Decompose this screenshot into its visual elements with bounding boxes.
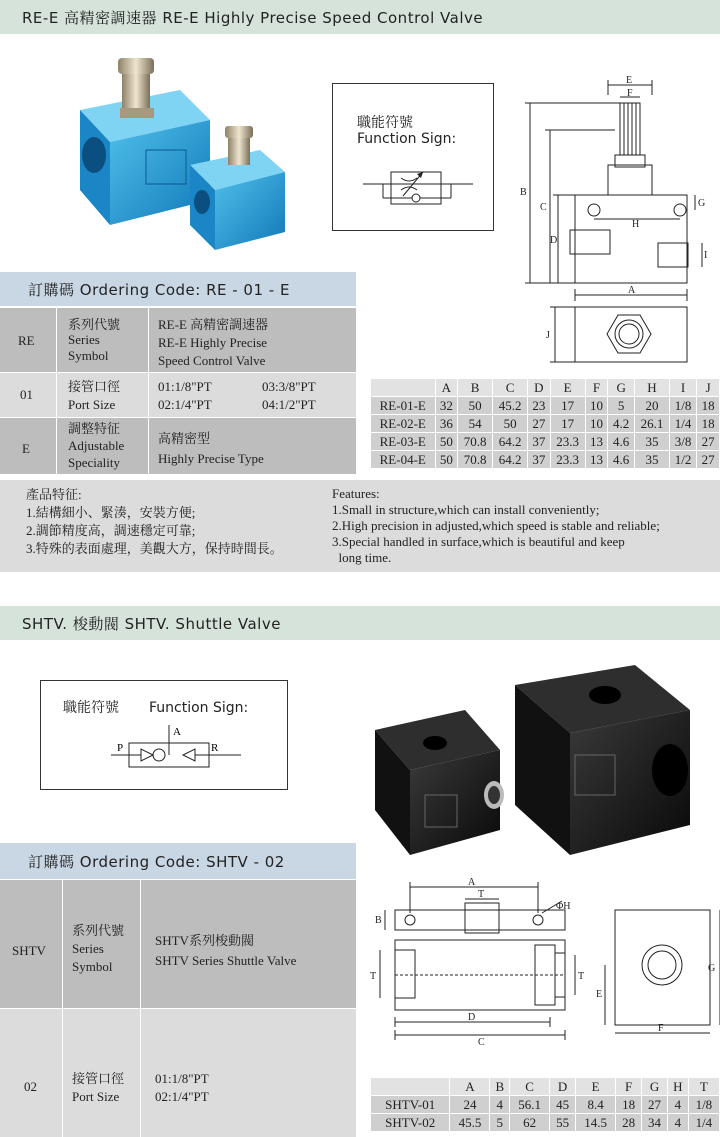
sign-label-r: R xyxy=(211,742,219,754)
table-cell: 50 xyxy=(493,415,528,433)
table-row xyxy=(371,1114,720,1132)
table-cell: A xyxy=(450,1078,490,1096)
table-cell: C xyxy=(510,1078,550,1096)
table-cell: 50 xyxy=(435,433,458,451)
re-label-series-en1: Series xyxy=(68,332,100,347)
table-cell: 4 xyxy=(668,1096,689,1114)
flow-control-symbol xyxy=(363,164,473,214)
table-cell: 62 xyxy=(510,1114,550,1132)
table-cell: 45 xyxy=(550,1096,576,1114)
table-cell: 34 xyxy=(642,1114,668,1132)
table-cell: 4.2 xyxy=(608,415,635,433)
shtv-label-port-en: Port Size xyxy=(72,1089,120,1104)
shtv-spec-table xyxy=(370,1077,720,1132)
table-cell: H xyxy=(635,379,670,397)
sign-label-p: P xyxy=(117,742,124,754)
table-row xyxy=(371,433,720,451)
re-function-sign-en: Function Sign: xyxy=(357,131,457,147)
table-cell: I xyxy=(669,379,696,397)
table-cell: D xyxy=(550,1078,576,1096)
table-cell: B xyxy=(458,379,493,397)
re-port-value-1: 01:1/8"PT xyxy=(158,379,212,394)
dim-f: F xyxy=(627,88,633,99)
shtv-dim-b: B xyxy=(375,915,382,926)
table-row xyxy=(371,415,720,433)
shtv-dim-a: A xyxy=(468,877,476,888)
table-cell: 1/8 xyxy=(669,397,696,415)
re-adjust-value-1: 高精密型 xyxy=(158,431,211,446)
shtv-technical-drawing xyxy=(370,875,720,1045)
table-cell: E xyxy=(550,379,585,397)
re-features-en-4: long time. xyxy=(332,550,392,565)
dim-a: A xyxy=(628,285,636,296)
table-cell: 27 xyxy=(528,415,551,433)
shtv-dim-t-right: T xyxy=(578,971,585,982)
table-cell: 23.3 xyxy=(550,451,585,469)
table-cell: H xyxy=(668,1078,689,1096)
table-cell: A xyxy=(435,379,458,397)
shtv-dim-e: E xyxy=(596,989,603,1000)
re-features-cn-title: 產品特征: xyxy=(26,487,82,502)
re-features-en-1: 1.Small in structure,which can install conveniently; xyxy=(332,502,600,517)
table-cell: 3/8 xyxy=(669,433,696,451)
table-cell: 10 xyxy=(585,415,608,433)
table-cell: D xyxy=(528,379,551,397)
table-cell: 18 xyxy=(616,1096,642,1114)
table-cell: 14.5 xyxy=(576,1114,616,1132)
re-port-value-3: 03:3/8"PT xyxy=(262,379,316,394)
shtv-code-series: SHTV xyxy=(12,943,46,958)
shtv-dim-g: G xyxy=(708,963,716,974)
table-cell: 20 xyxy=(635,397,670,415)
table-cell: 70.8 xyxy=(458,433,493,451)
shtv-ordering-code-bar xyxy=(0,843,356,879)
re-label-series-en2: Symbol xyxy=(68,348,109,363)
re-features-cn-1: 1.結構細小、緊湊，安裝方便; xyxy=(26,505,196,520)
re-code-port: 01 xyxy=(20,387,33,402)
re-features-cn-2: 2.調節精度高，調速穩定可靠; xyxy=(26,523,196,538)
table-cell: 24 xyxy=(450,1096,490,1114)
table-row xyxy=(371,397,720,415)
table-cell: G xyxy=(608,379,635,397)
dim-b: B xyxy=(520,187,527,198)
re-code-adjust: E xyxy=(22,441,30,456)
table-cell: C xyxy=(493,379,528,397)
table-cell: 27 xyxy=(642,1096,668,1114)
table-cell: 18 xyxy=(697,397,720,415)
table-cell: RE-01-E xyxy=(371,397,436,415)
re-spec-table xyxy=(370,378,720,469)
table-cell: 50 xyxy=(435,451,458,469)
re-function-sign-cn: 職能符號 xyxy=(357,115,413,131)
shtv-series-value-2: SHTV Series Shuttle Valve xyxy=(155,953,297,968)
re-technical-drawing xyxy=(510,75,720,375)
re-label-adjust-cn: 調整特征 xyxy=(68,421,121,436)
re-header-text: RE-E 高精密調速器 RE-E Highly Precise Speed Control Valve xyxy=(22,8,484,27)
table-cell: 1/2 xyxy=(669,451,696,469)
re-features-en-3: 3.Special handled in surface,which is beautiful and keep xyxy=(332,534,625,549)
table-cell: 4 xyxy=(668,1114,689,1132)
table-cell: E xyxy=(576,1078,616,1096)
dim-h: H xyxy=(632,219,640,230)
shtv-dim-c: C xyxy=(478,1037,485,1045)
shtv-product-photo xyxy=(370,655,700,865)
table-cell: 50 xyxy=(458,397,493,415)
table-cell xyxy=(371,379,436,397)
table-cell: 37 xyxy=(528,433,551,451)
shtv-port-value-1: 01:1/8"PT xyxy=(155,1071,209,1086)
table-cell: J xyxy=(697,379,720,397)
shtv-header-text: SHTV. 梭動閥 SHTV. Shuttle Valve xyxy=(22,614,281,633)
table-cell: 37 xyxy=(528,451,551,469)
table-cell: SHTV-01 xyxy=(371,1096,450,1114)
table-cell: RE-02-E xyxy=(371,415,436,433)
shtv-dim-f: F xyxy=(658,1023,664,1034)
table-cell: 4 xyxy=(490,1096,510,1114)
dim-i: I xyxy=(704,250,708,261)
shtv-dim-h: ΦH xyxy=(556,901,571,912)
shtv-series-value-1: SHTV系列梭動閥 xyxy=(155,933,254,948)
re-ordering-code-bar xyxy=(0,272,356,306)
shtv-function-sign-cn: 職能符號 xyxy=(63,700,119,716)
table-cell: 17 xyxy=(550,415,585,433)
re-code-series: RE xyxy=(18,333,35,348)
table-row xyxy=(371,1096,720,1114)
dim-g: G xyxy=(698,198,706,209)
shtv-label-series-en2: Symbol xyxy=(72,959,113,974)
table-cell: 1/8 xyxy=(688,1096,719,1114)
table-cell: 54 xyxy=(458,415,493,433)
shuttle-valve-symbol xyxy=(111,725,241,775)
shtv-dim-t-top: T xyxy=(478,889,485,900)
re-series-value-1: RE-E 高精密調速器 xyxy=(158,317,269,332)
sign-label-a: A xyxy=(173,726,181,738)
shtv-label-series-en1: Series xyxy=(72,941,104,956)
re-port-value-4: 04:1/2"PT xyxy=(262,397,316,412)
table-cell: 5 xyxy=(608,397,635,415)
table-cell: 70.8 xyxy=(458,451,493,469)
table-cell: 23 xyxy=(528,397,551,415)
re-series-value-2: RE-E Highly Precise xyxy=(158,335,268,350)
shtv-label-series-cn: 系列代號 xyxy=(72,923,125,938)
re-label-series-cn: 系列代號 xyxy=(68,317,121,332)
table-row xyxy=(371,451,720,469)
re-port-value-2: 02:1/4"PT xyxy=(158,397,212,412)
re-function-sign-box xyxy=(332,83,494,231)
table-cell: 13 xyxy=(585,433,608,451)
table-cell: 5 xyxy=(490,1114,510,1132)
dim-c: C xyxy=(540,202,547,213)
re-label-adjust-en1: Adjustable xyxy=(68,438,125,453)
re-series-value-3: Speed Control Valve xyxy=(158,353,266,368)
shtv-dim-t-left: T xyxy=(370,971,377,982)
table-cell: 45.2 xyxy=(493,397,528,415)
table-cell: 27 xyxy=(697,433,720,451)
shtv-section-header xyxy=(0,606,720,640)
table-cell: 18 xyxy=(697,415,720,433)
table-cell: 23.3 xyxy=(550,433,585,451)
table-cell: 32 xyxy=(435,397,458,415)
table-cell xyxy=(371,1078,450,1096)
table-cell: SHTV-02 xyxy=(371,1114,450,1132)
shtv-code-port: 02 xyxy=(24,1079,37,1094)
shtv-ordering-code: 訂購碼 Ordering Code: SHTV - 02 xyxy=(28,852,285,871)
table-cell: 10 xyxy=(585,397,608,415)
re-label-port-cn: 接管口徑 xyxy=(68,379,121,394)
table-cell: 4.6 xyxy=(608,451,635,469)
re-features-cn-3: 3.特殊的表面處理，美觀大方，保持時間長。 xyxy=(26,541,283,556)
dim-d: D xyxy=(550,235,558,246)
table-cell: F xyxy=(616,1078,642,1096)
table-cell: 56.1 xyxy=(510,1096,550,1114)
re-adjust-value-2: Highly Precise Type xyxy=(158,451,264,466)
table-cell: 64.2 xyxy=(493,433,528,451)
re-ordering-code: 訂購碼 Ordering Code: RE - 01 - E xyxy=(28,280,290,299)
table-cell: 27 xyxy=(697,451,720,469)
re-label-port-en: Port Size xyxy=(68,397,116,412)
dim-j: J xyxy=(546,330,550,341)
re-label-adjust-en2: Speciality xyxy=(68,455,120,470)
re-features-en-2: 2.High precision in adjusted,which speed is stable and reliable; xyxy=(332,518,660,533)
table-cell: 1/4 xyxy=(688,1114,719,1132)
table-cell: 17 xyxy=(550,397,585,415)
table-cell: G xyxy=(642,1078,668,1096)
table-cell: 28 xyxy=(616,1114,642,1132)
table-cell: B xyxy=(490,1078,510,1096)
shtv-port-value-2: 02:1/4"PT xyxy=(155,1089,209,1104)
shtv-function-sign-box xyxy=(40,680,288,790)
table-cell: 55 xyxy=(550,1114,576,1132)
dim-e: E xyxy=(626,75,633,86)
re-section-header xyxy=(0,0,720,34)
table-cell: 8.4 xyxy=(576,1096,616,1114)
re-product-photo xyxy=(60,50,310,255)
shtv-function-sign-en: Function Sign: xyxy=(149,700,249,716)
table-cell: T xyxy=(688,1078,719,1096)
shtv-dim-d: D xyxy=(468,1012,476,1023)
table-cell: 1/4 xyxy=(669,415,696,433)
table-cell: 36 xyxy=(435,415,458,433)
table-cell: 13 xyxy=(585,451,608,469)
table-cell: 35 xyxy=(635,433,670,451)
re-features-en-title: Features: xyxy=(332,486,380,501)
table-cell: 45.5 xyxy=(450,1114,490,1132)
table-cell: 26.1 xyxy=(635,415,670,433)
table-cell: F xyxy=(585,379,608,397)
table-cell: 64.2 xyxy=(493,451,528,469)
table-cell: 4.6 xyxy=(608,433,635,451)
table-cell: 35 xyxy=(635,451,670,469)
table-cell: RE-04-E xyxy=(371,451,436,469)
shtv-label-port-cn: 接管口徑 xyxy=(72,1071,125,1086)
table-cell: RE-03-E xyxy=(371,433,436,451)
